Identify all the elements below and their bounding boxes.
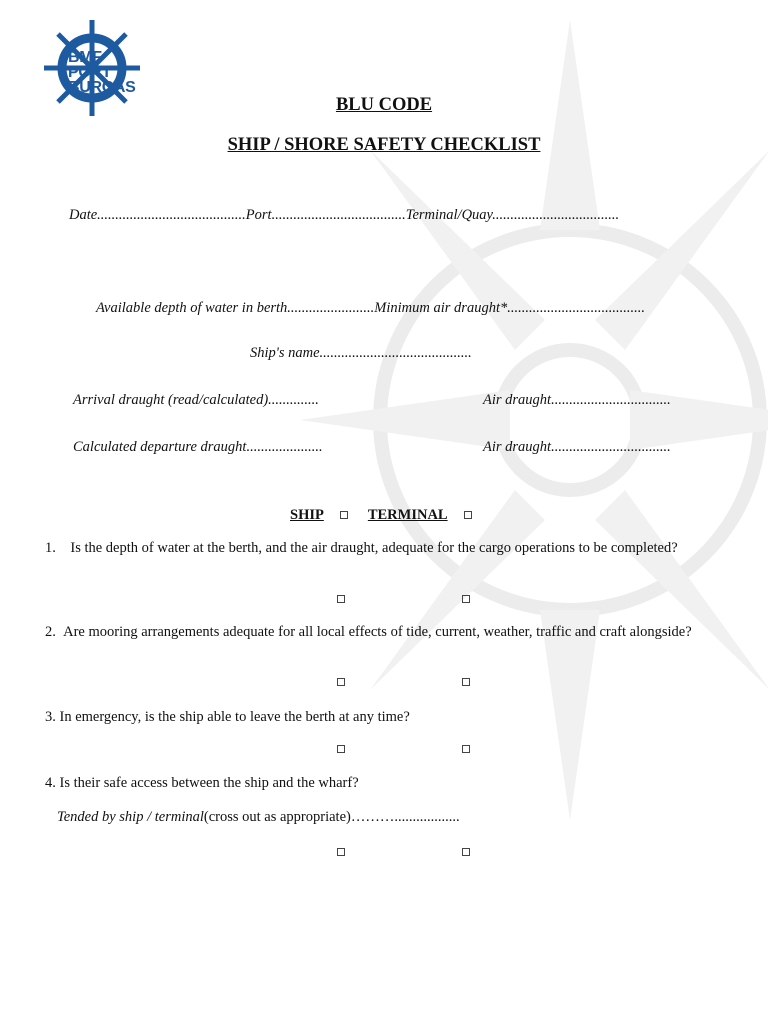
question-number: 2. xyxy=(45,624,56,640)
arrival-draught-field[interactable]: Arrival draught (read/calculated).............. xyxy=(73,392,319,408)
column-headers xyxy=(290,506,472,524)
terminal-column-header: TERMINAL xyxy=(367,507,448,523)
tended-by-dots: ……….................. xyxy=(350,809,460,825)
logo-line: BURGAS xyxy=(68,79,136,96)
question-text: In emergency, is the ship able to leave the berth at any time? xyxy=(59,709,410,725)
q3-terminal-checkbox[interactable] xyxy=(462,745,470,753)
question-text: Is the depth of water at the berth, and the air draught, adequate for the cargo operations to be completed? xyxy=(70,540,678,556)
question-text: Is their safe access between the ship and the wharf? xyxy=(59,775,359,791)
arrival-air-draught-field[interactable]: Air draught................................. xyxy=(483,392,671,408)
q4-ship-checkbox[interactable] xyxy=(337,848,345,856)
date-port-terminal-field[interactable]: Date.........................................Port.....................................Terminal/Quay................................... xyxy=(69,207,620,223)
ship-column-header: SHIP xyxy=(290,507,324,523)
terminal-header-checkbox[interactable] xyxy=(464,511,472,519)
tended-by-label: Tended by ship / terminal xyxy=(57,809,204,825)
tended-by-note: (cross out as appropriate) xyxy=(203,809,351,825)
question-2 xyxy=(45,624,732,641)
q1-ship-checkbox[interactable] xyxy=(337,595,345,603)
logo-text xyxy=(51,50,136,95)
question-text: Are mooring arrangements adequate for all local effects of tide, current, weather, traffic and craft alongside? xyxy=(63,624,692,640)
logo-line: BMF xyxy=(68,49,102,66)
q2-ship-checkbox[interactable] xyxy=(337,678,345,686)
q2-terminal-checkbox[interactable] xyxy=(462,678,470,686)
ship-header-checkbox[interactable] xyxy=(340,511,348,519)
logo-line: PORT xyxy=(68,64,112,81)
question-number: 4. xyxy=(45,775,56,791)
tended-by-field[interactable] xyxy=(57,809,460,826)
question-3 xyxy=(45,709,733,726)
question-number: 1. xyxy=(45,540,56,556)
document-title: BLU CODE xyxy=(335,95,433,115)
departure-draught-field[interactable]: Calculated departure draught..................... xyxy=(73,439,323,455)
question-4 xyxy=(45,775,733,792)
ship-name-field[interactable]: Ship's name.......................................... xyxy=(250,345,472,361)
question-1 xyxy=(45,540,733,557)
depth-air-draught-field[interactable]: Available depth of water in berth........................Minimum air draught*...................................... xyxy=(96,300,645,316)
question-number: 3. xyxy=(45,709,56,725)
document-subtitle: SHIP / SHORE SAFETY CHECKLIST xyxy=(227,135,541,155)
q4-terminal-checkbox[interactable] xyxy=(462,848,470,856)
q3-ship-checkbox[interactable] xyxy=(337,745,345,753)
departure-air-draught-field[interactable]: Air draught................................. xyxy=(483,439,671,455)
q1-terminal-checkbox[interactable] xyxy=(462,595,470,603)
